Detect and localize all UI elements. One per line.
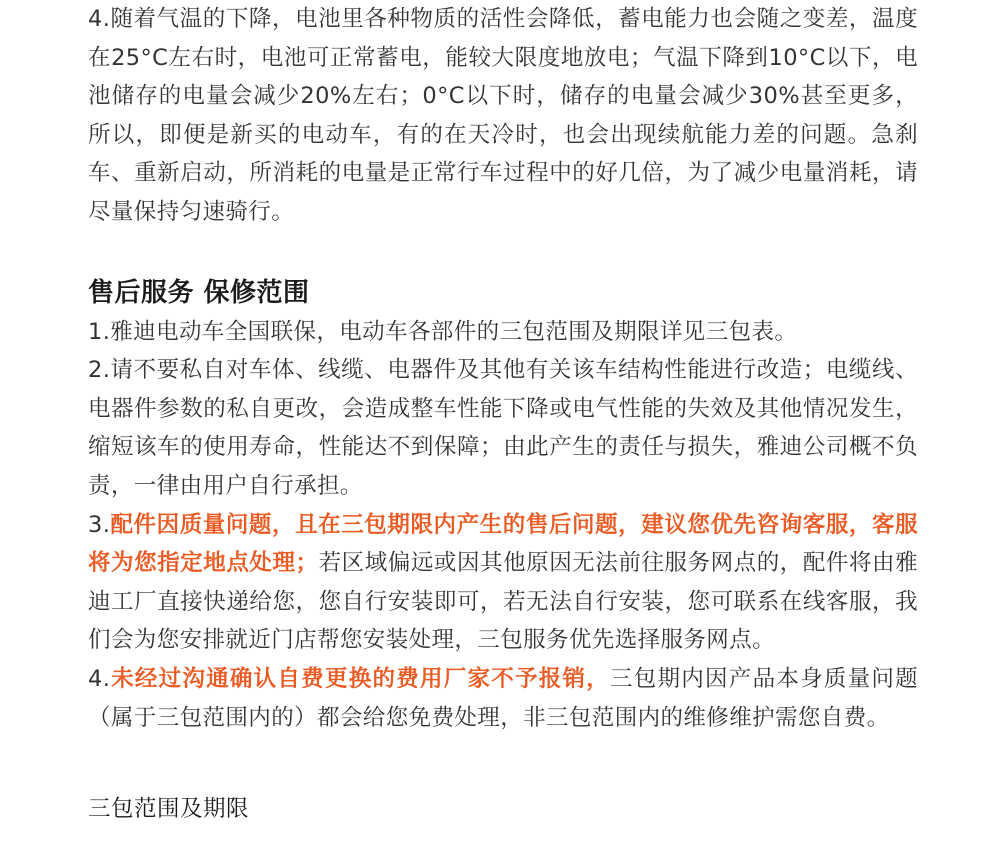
- battery-note-paragraph: 4.随着气温的下降，电池里各种物质的活性会降低，蓄电能力也会随之变差，温度在25°C左右时，电池可正常蓄电，能较大限度地放电；气温下降到10°C以下，电池储存的电量会减少20%左右；0°C以下时，储存的电量会减少30%甚至更多，所以，即便是新买的电动车，有的在天冷时，也会出现续航能力差的问题。急刹车、重新启动，所消耗的电量是正常行车过程中的好几倍，为了减少电量消耗，请尽量保持匀速骑行。: [88, 6, 918, 225]
- warranty-scope-heading: 三包范围及期限: [88, 796, 250, 823]
- item-3-text: 若区域偏远或因其他原因无法前往服务网点的，配件将由雅迪工厂直接快递给您，您自行安装即可，若无法自行安装，您可联系在线客服，我们会为您安排就近门店帮您安装处理，三包服务优先选择服务网点。: [88, 550, 918, 654]
- item-3-number: 3.: [88, 511, 111, 538]
- after-sales-item-4: [88, 660, 918, 737]
- document-page: [88, 0, 918, 828]
- after-sales-item-1: 1.雅迪电动车全国联保，电动车各部件的三包范围及期限详见三包表。: [88, 318, 798, 345]
- after-sales-heading: 售后服务 保修范围: [88, 277, 310, 308]
- item-4-number: 4.: [88, 665, 111, 692]
- item-4-text: 三包期内因产品本身质量问题（属于三包范围内的）都会给您免费处理，非三包范围内的维修维护需您自费。: [88, 665, 919, 731]
- item-4-highlight: 未经过沟通确认自费更换的费用厂家不予报销，: [110, 665, 611, 692]
- after-sales-item-2: 2.请不要私自对车体、线缆、电器件及其他有关该车结构性能进行改造；电缆线、电器件参数的私自更改，会造成整车性能下降或电气性能的失效及其他情况发生，缩短该车的使用寿命，性能达不到保障；由此产生的责任与损失，雅迪公司概不负责，一律由用户自行承担。: [88, 357, 918, 499]
- after-sales-item-3: [88, 506, 918, 660]
- item-3-highlight: 配件因质量问题，且在三包期限内产生的售后问题，建议您优先咨询客服，客服将为您指定地点处理；: [88, 511, 918, 577]
